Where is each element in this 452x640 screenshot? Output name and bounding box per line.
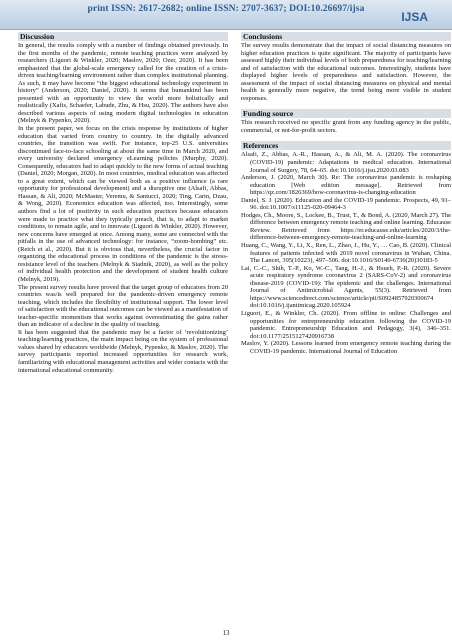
discussion-paragraph: The present survey results have proved that the target group of educators from 20 countries was/is well prepared for the pandemic-driven emergency remote teaching, which includes the flexibility of institutional support. The lower level of satisfaction with the educational outcomes can be viewed as a manifestation of teacher-specific momentism that works against overestimating the gains rather than an indicator of a decline in the quality of teaching.	[18, 283, 228, 329]
discussion-paragraph: In the present paper, we focus on the crisis response by institutions of higher education that varied from country to country. In the digitally advanced countries, the transition was swift. For instance, top-25 U.S. universities discontinued face-to-face schooling at about the same time in March 2020, and every university declared emergency eLearning policies (Murphy, 2020). Consequently, educators had to adapt quickly to the new forms of actual teaching (Daniel, 2020; Morgan, 2020). In most countries, medical education was affected to a great extent, which can be viewed both as a positive influence (a rare opportunity for professional development) and a disruptive one (Alsafi, Abbas, Hassan, & Ali, 2020; McMaster, Veremu, & Santucci, 2020; Ting, Carin, Dzau, & Wong, 2020). Economics education was affected, too. Interestingly, some authors find a lot of positivity in such education practices because educators were made to practice what they typically preach, that is, to adapt to market conditions, to remain agile, and to innovate (Liguori & Winkler, 2020). However, new concerns have emerged at once. Among many, some are connected with the pitfalls in the use of advanced technology: for instance, “zoom-bombing” etc. (Reich et al., 2020). But it is obvious that, nevertheless, the crucial factor in organizing the educational process in conditions of the pandemic is the stress-resistance level of the teachers (Melnyk & Stadnik, 2020), as well as the policy of individual health protection and the development of student health culture (Melnyk, 2019).	[18, 125, 228, 283]
page-number: 13	[222, 629, 230, 637]
conclusions-heading: Conclusions	[241, 32, 451, 41]
discussion-paragraph: It has been suggested that the pandemic may be a factor of ‘revolutionizing’ teaching/learning practices, the main impact being on the system of professional values shared by educators worldwide (Melnyk, Pypenko, & Maslov, 2020). The survey participants reported increased opportunities for research work, familiarizing with educational management activities and wider contacts with the international educational community.	[18, 328, 228, 374]
right-column	[241, 32, 451, 355]
reference-item: Huang, C., Wang, Y., Li, X., Ren, L., Zhao, J., Hu, Y., … Cao, B. (2020). Clinical features of patients infected with 2019 novel coronavirus in Wuhan, China. The Lancet, 395(10223), 497–506. doi:10.1016/S0140-6736(20)30183-5	[241, 242, 451, 265]
reference-item: Alsafi, Z., Abbas, A.-R., Hassan, A., & Ali, M. A. (2020). The coronavirus (COVID-19) pandemic: Adaptations in medical education. International Journal of Surgery, 78, 64–65. doi:10.1016/j.ijsu.2020.03.083	[241, 151, 451, 174]
funding-paragraph: This research received no specific grant from any funding agency in the public, commercial, or not-for-profit sectors.	[241, 119, 451, 134]
reference-item: Daniel, S. J. (2020). Education and the COVID-19 pandemic. Prospects, 49, 91–96. doi:10.1007/s11125-020-09464-3	[241, 196, 451, 212]
journal-abbreviation: IJSA	[401, 10, 428, 24]
reference-item: Liguori, E., & Winkler, Ch. (2020). From offline to online: Challenges and opportunities for entrepreneurship education following the COVID-19 pandemic. Entrepreneurship Education and Pedagogy, 3(4), 346–351. doi:10.1177/2515127420916738	[241, 309, 451, 340]
reference-item: Anderson, J. (2020, March 30). Re: The coronavirus pandemic is reshaping education [Web edition message]. Retrieved from https://qz.com/1826369/how-coronavirus-is-changing-education	[241, 174, 451, 197]
conclusions-paragraph: The survey results demonstrate that the impact of social distancing measures on higher education practices is quite significant. The majority of participants have assessed highly their individual levels of both preparedness for teaching/learning and of satisfaction with the educational outcomes. Interestingly, students have displayed higher levels of preparedness and satisfaction. However, the assessment of the impact of social distancing measures on physical and mental health is generally more negative, the trend being more visible in student responses.	[241, 42, 451, 102]
funding-heading: Funding source	[241, 109, 451, 118]
journal-issn-doi-line: print ISSN: 2617-2682; online ISSN: 2707-3637; DOI:10.26697/ijsa	[87, 4, 365, 14]
reference-item: Lai, C.-C., Shih, T.-P., Ko, W.-C., Tang, H.-J., & Hsueh, P.-R. (2020). Severe acute respiratory syndrome coronavirus 2 (SARS-CoV-2) and coronavirus disease-2019 (COVID-19): The epidemic and the challenges. International Journal of Antimicrobial Agents, 55(3). Retrieved from https://www.sciencedirect.com/science/article/pii/S0924857920300674 doi:10.1016/j.ijantimicag.2020.105924	[241, 264, 451, 310]
reference-item: Maslov, Y. (2020). Lessons learned from emergency remote teaching during the COVID-19 pandemic. International Journal of Education	[241, 340, 451, 355]
journal-header-bar	[0, 0, 452, 30]
left-column	[18, 32, 228, 374]
discussion-paragraph: In general, the results comply with a number of findings obtained previously. In the first months of the pandemic, remote teaching practices were analyzed by researchers (Liguori & Winkler, 2020; Maslov, 2020; Ozer, 2020). It has been emphasized that the global-scale emergency called for the creation of a crisis-driven teaching/learning environment rather than complex institutional planning. As such, it may have become “the biggest educational technology experiment in history” (Anderson, 2020; Daniel, 2020). It seems that humankind has been presented with an opportunity to view the world more holistically and realistically (Xafis, Schaefer, Labude, Zhu, & Hsu, 2020). The authors have also described various aspects of using modern digital technologies in education (Melnyk & Pypenko, 2020).	[18, 42, 228, 125]
reference-list	[241, 151, 451, 355]
discussion-heading: Discussion	[18, 32, 228, 41]
references-heading: References	[241, 141, 451, 150]
reference-item: Hodges, Ch., Moore, S., Lockee, B., Trust, T., & Bond, A. (2020, March 27). The difference between emergency remote teaching and online learning. Educause Review. Retrieved from https://er.educause.edu/articles/2020/3/the-difference-between-emergency-remote-teaching-and-online-learning	[241, 211, 451, 242]
